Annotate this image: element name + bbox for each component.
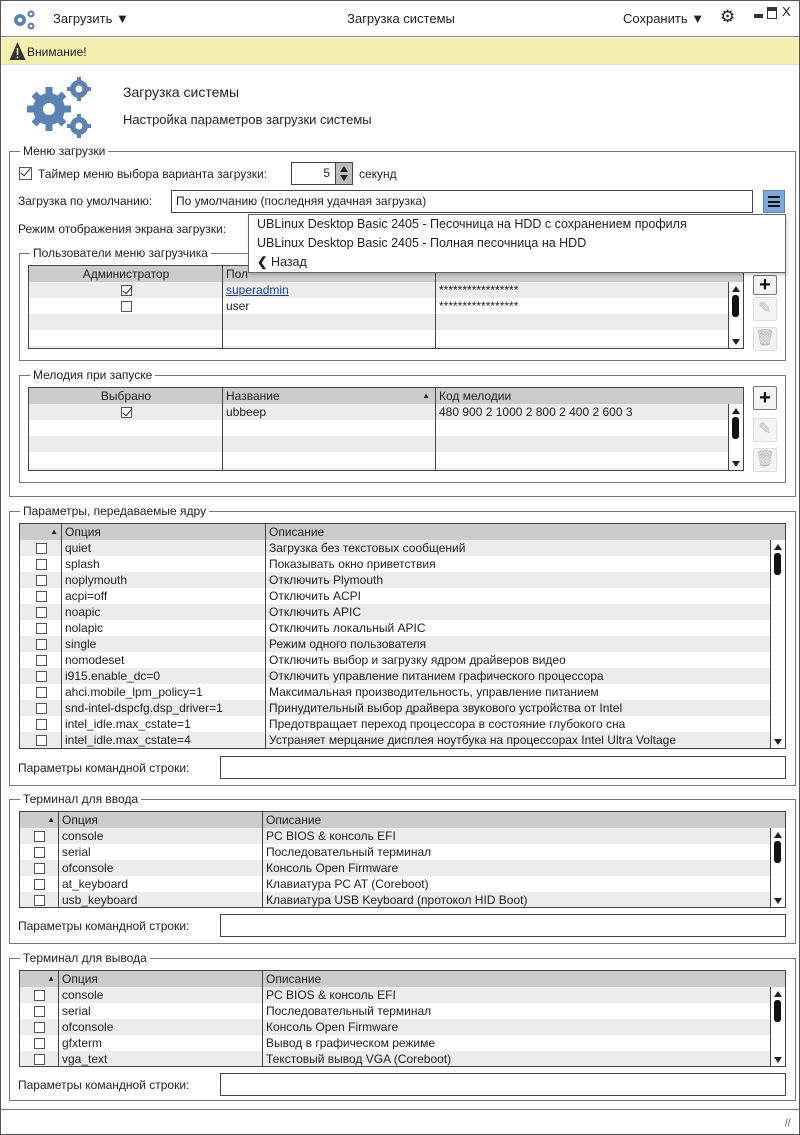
check-cell: [20, 620, 62, 636]
checkbox[interactable]: [36, 543, 47, 554]
table-row[interactable]: [20, 556, 785, 572]
empty-row: [29, 452, 743, 468]
checkbox[interactable]: [34, 1054, 45, 1065]
checkbox[interactable]: [34, 847, 45, 858]
checkbox[interactable]: [36, 687, 47, 698]
option-cell: ahci.mobile_lpm_policy=1: [65, 685, 203, 699]
table-row[interactable]: [20, 604, 785, 620]
warning-icon: [9, 41, 26, 61]
terminal-input-cmdline-input[interactable]: [220, 914, 786, 937]
caret-down-icon: ▼: [691, 11, 705, 26]
scroll-up-icon[interactable]: [774, 991, 782, 997]
save-menu[interactable]: [623, 12, 704, 26]
scroll-thumb[interactable]: [732, 295, 739, 317]
check-cell: [20, 668, 62, 684]
window-title: Загрузка системы: [347, 11, 455, 26]
column-header[interactable]: Описание: [266, 813, 322, 827]
check-cell: [20, 652, 62, 668]
warning-bar: [1, 38, 799, 65]
kernel-params-table[interactable]: [19, 523, 786, 749]
empty-row: [29, 346, 743, 349]
check-cell: [20, 540, 62, 556]
vertical-scrollbar[interactable]: [770, 987, 785, 1066]
check-cell: [20, 556, 62, 572]
checkbox[interactable]: [121, 285, 132, 296]
table-header: [20, 971, 785, 987]
vertical-scrollbar[interactable]: [770, 540, 785, 748]
kernel-cmdline-input[interactable]: [220, 756, 786, 779]
description-cell: Последовательный терминал: [266, 845, 432, 859]
column-divider: [58, 812, 59, 907]
delete-melody-button[interactable]: [753, 448, 777, 472]
description-cell: Отключить APIC: [269, 605, 361, 619]
table-row[interactable]: [20, 1019, 785, 1035]
pencil-icon: ✎: [758, 300, 772, 317]
add-user-button[interactable]: +: [753, 275, 777, 295]
column-divider: [222, 388, 223, 470]
melody-code-cell: 480 900 2 1000 2 800 2 400 2 600 3: [439, 405, 633, 419]
check-cell: [20, 1035, 59, 1051]
scroll-thumb[interactable]: [774, 841, 781, 863]
checkbox[interactable]: [34, 863, 45, 874]
check-cell: [20, 844, 59, 860]
check-cell: [20, 716, 62, 732]
terminal-input-table[interactable]: [19, 811, 786, 908]
checkbox[interactable]: [36, 639, 47, 650]
table-row[interactable]: [20, 987, 785, 1003]
table-row[interactable]: [20, 700, 785, 716]
column-divider: [58, 971, 59, 1066]
dropdown-item[interactable]: UBLinux Desktop Basic 2405 - Песочница на HDD с сохранением профиля: [257, 217, 687, 231]
melody-name-cell: ubbeep: [226, 405, 267, 419]
scroll-down-icon[interactable]: [732, 339, 740, 345]
empty-row: [29, 330, 743, 346]
table-row[interactable]: [20, 1051, 785, 1067]
option-cell: splash: [65, 557, 100, 571]
edit-melody-button[interactable]: [753, 418, 777, 442]
table-row[interactable]: [20, 892, 785, 908]
option-cell: nomodeset: [65, 653, 125, 667]
kernel-cmdline-label: Параметры командной строки:: [18, 761, 190, 775]
check-cell: [20, 1019, 59, 1035]
checkbox[interactable]: [36, 623, 47, 634]
load-menu[interactable]: [53, 12, 129, 26]
spin-arrows-icon[interactable]: [335, 163, 352, 184]
checkbox[interactable]: [121, 407, 132, 418]
table-row[interactable]: [20, 1003, 785, 1019]
trash-icon: 🗑: [754, 330, 776, 347]
checkbox[interactable]: [36, 735, 47, 746]
table-row[interactable]: [20, 620, 785, 636]
trash-icon: 🗑: [754, 451, 776, 468]
terminal-output-cmdline-label: Параметры командной строки:: [18, 1078, 190, 1092]
option-cell: intel_idle.max_cstate=4: [65, 733, 191, 747]
column-divider: [262, 971, 263, 1066]
gears-icon: [27, 75, 95, 141]
dropdown-back[interactable]: [249, 253, 785, 272]
title-bar: [1, 1, 799, 37]
checkbox[interactable]: [36, 719, 47, 730]
scroll-thumb[interactable]: [732, 417, 739, 439]
column-divider: [61, 524, 62, 748]
table-row[interactable]: [20, 844, 785, 860]
chevron-left-icon: ❮: [257, 255, 268, 269]
melody-table[interactable]: [28, 387, 744, 471]
option-cell: quiet: [65, 541, 92, 555]
column-header[interactable]: Название ▲: [226, 389, 430, 403]
table-row[interactable]: [29, 282, 743, 298]
description-cell: Клавиатура PC AT (Coreboot): [266, 877, 429, 891]
table-row[interactable]: [29, 298, 743, 314]
default-boot-label: Загрузка по умолчанию:: [18, 194, 153, 208]
terminal-output-table[interactable]: [19, 970, 786, 1067]
sort-asc-icon: ▲: [47, 815, 55, 824]
column-divider: [435, 388, 436, 470]
option-cell: ofconsole: [62, 861, 114, 875]
scroll-thumb[interactable]: [774, 1000, 781, 1022]
table-row[interactable]: [20, 540, 785, 556]
warning-text: Внимание!: [27, 45, 87, 59]
user-name-cell: superadmin: [226, 283, 289, 297]
resize-grip-icon[interactable]: //: [785, 1118, 791, 1129]
check-cell: [20, 588, 62, 604]
checkbox[interactable]: [34, 831, 45, 842]
selected-cell: [29, 404, 223, 420]
option-cell: snd-intel-dspcfg.dsp_driver=1: [65, 701, 223, 715]
check-cell: [20, 604, 62, 620]
table-row[interactable]: [20, 588, 785, 604]
description-cell: Консоль Open Firmware: [266, 861, 399, 875]
check-cell: [20, 636, 62, 652]
description-cell: Отключить управление питанием графического процессора: [269, 669, 604, 683]
checkbox[interactable]: [36, 703, 47, 714]
pencil-icon: ✎: [758, 421, 772, 438]
display-mode-label: Режим отображения экрана загрузки:: [18, 222, 227, 236]
description-cell: Текстовый вывод VGA (Coreboot): [266, 1052, 452, 1066]
terminal-input-cmdline-label: Параметры командной строки:: [18, 919, 190, 933]
description-cell: Принудительный выбор драйвера звукового устройства от Intel: [269, 701, 623, 715]
table-row[interactable]: [20, 828, 785, 844]
scroll-up-icon[interactable]: [774, 832, 782, 838]
option-cell: at_keyboard: [62, 877, 129, 891]
option-cell: noapic: [65, 605, 101, 619]
column-header[interactable]: Выбрано: [100, 389, 152, 403]
description-cell: Устраняет мерцание дисплея ноутбука на процессорах Intel Ultra Voltage: [269, 733, 676, 747]
check-cell: [20, 892, 59, 908]
password-cell: *****************: [439, 299, 519, 313]
column-header[interactable]: Опция: [65, 525, 101, 539]
checkbox-checked-icon: [19, 167, 32, 180]
scroll-down-icon[interactable]: [732, 461, 740, 467]
option-cell: serial: [62, 845, 91, 859]
table-row[interactable]: [20, 876, 785, 892]
terminal-input-legend: Терминал для ввода: [20, 792, 141, 806]
column-divider: [222, 266, 223, 348]
page-title: Загрузка системы: [123, 84, 240, 100]
scroll-down-icon[interactable]: [774, 898, 782, 904]
minimize-icon[interactable]: [754, 14, 763, 18]
hamburger-icon: [768, 196, 780, 207]
vertical-scrollbar[interactable]: [728, 404, 743, 470]
scroll-up-icon[interactable]: [732, 286, 740, 292]
description-cell: PC BIOS & консоль EFI: [266, 988, 396, 1002]
scroll-up-icon[interactable]: [774, 544, 782, 550]
column-header[interactable]: [20, 524, 62, 540]
edit-user-button[interactable]: [753, 297, 777, 321]
table-header: [20, 524, 785, 540]
default-boot-dropdown: [248, 214, 786, 273]
scroll-thumb[interactable]: [774, 553, 781, 575]
column-divider: [435, 266, 436, 348]
scroll-down-icon[interactable]: [774, 1057, 782, 1063]
empty-row: [29, 314, 743, 330]
column-divider: [265, 524, 266, 748]
option-cell: serial: [62, 1004, 91, 1018]
checkbox[interactable]: [34, 879, 45, 890]
description-cell: Показывать окно приветствия: [269, 557, 436, 571]
password-cell: *****************: [439, 283, 519, 297]
option-cell: console: [62, 988, 104, 1002]
admin-cell: [29, 298, 223, 314]
column-header[interactable]: [20, 971, 59, 987]
option-cell: intel_idle.max_cstate=1: [65, 717, 191, 731]
column-header[interactable]: Код мелодии: [439, 389, 512, 403]
description-cell: Консоль Open Firmware: [266, 1020, 399, 1034]
description-cell: Максимальная производительность, управление питанием: [269, 685, 599, 699]
check-cell: [20, 684, 62, 700]
column-header[interactable]: Опция: [62, 813, 98, 827]
checkbox[interactable]: [36, 607, 47, 618]
description-cell: Последовательный терминал: [266, 1004, 432, 1018]
add-melody-button[interactable]: +: [753, 386, 777, 410]
description-cell: Предотвращает переход процессора в состояние глубокого сна: [269, 717, 626, 731]
description-cell: Клавиатура USB Keyboard (протокол HID Boot): [266, 893, 528, 907]
timer-checkbox[interactable]: [19, 166, 32, 180]
vertical-scrollbar[interactable]: [770, 828, 785, 907]
table-row[interactable]: [20, 636, 785, 652]
gear-icon[interactable]: ⚙: [720, 7, 736, 26]
check-cell: [20, 860, 59, 876]
description-cell: Отключить локальный APIC: [269, 621, 426, 635]
timer-spinbox[interactable]: [291, 162, 353, 185]
column-header[interactable]: Опция: [62, 972, 98, 986]
check-cell: [20, 1003, 59, 1019]
description-cell: PC BIOS & консоль EFI: [266, 829, 396, 843]
status-divider: [1, 1109, 799, 1110]
empty-row: [29, 468, 743, 471]
user-name-cell: user: [226, 299, 250, 313]
page-subtitle: Настройка параметров загрузки системы: [123, 112, 372, 127]
timer-label: Таймер меню выбора варианта загрузки:: [38, 167, 268, 181]
description-cell: Загрузка без текстовых сообщений: [269, 541, 466, 555]
description-cell: Отключить Plymouth: [269, 573, 384, 587]
scroll-up-icon[interactable]: [732, 408, 740, 414]
table-row[interactable]: [20, 652, 785, 668]
description-cell: Отключить ACPI: [269, 589, 361, 603]
table-row[interactable]: [20, 572, 785, 588]
checkbox[interactable]: [36, 671, 47, 682]
table-row[interactable]: [20, 1035, 785, 1051]
terminal-output-cmdline-input[interactable]: [220, 1073, 786, 1096]
default-boot-value: По умолчанию (последняя удачная загрузка): [176, 194, 427, 208]
table-header: [20, 812, 785, 828]
checkbox[interactable]: [34, 990, 45, 1001]
checkbox[interactable]: [36, 575, 47, 586]
melody-legend: Мелодия при запуске: [30, 368, 155, 382]
kernel-legend: Параметры, передаваемые ядру: [20, 504, 209, 518]
checkbox[interactable]: [36, 559, 47, 570]
description-cell: Режим одного пользователя: [269, 637, 427, 651]
description-cell: Вывод в графическом режиме: [266, 1036, 436, 1050]
sort-asc-icon: ▲: [422, 391, 430, 400]
option-cell: gfxterm: [62, 1036, 103, 1050]
table-row[interactable]: [20, 716, 785, 732]
default-boot-combo[interactable]: [171, 190, 753, 213]
load-menu-label: Загрузить: [53, 11, 113, 26]
table-row[interactable]: [20, 668, 785, 684]
terminal-output-legend: Терминал для вывода: [20, 951, 150, 965]
menu-button[interactable]: [763, 190, 785, 213]
checkbox[interactable]: [121, 301, 132, 312]
check-cell: [20, 987, 59, 1003]
option-cell: noplymouth: [65, 573, 128, 587]
empty-row: [29, 436, 743, 452]
option-cell: console: [62, 829, 104, 843]
checkbox[interactable]: [34, 1006, 45, 1017]
sort-asc-icon: ▲: [47, 974, 55, 983]
vertical-scrollbar[interactable]: [728, 282, 743, 348]
option-cell: single: [65, 637, 97, 651]
column-divider: [262, 812, 263, 907]
option-cell: vga_text: [62, 1052, 108, 1066]
users-table[interactable]: [28, 265, 744, 349]
checkbox[interactable]: [34, 895, 45, 906]
timer-unit: секунд: [359, 167, 397, 181]
delete-user-button[interactable]: [753, 327, 777, 351]
checkbox[interactable]: [34, 1022, 45, 1033]
table-row[interactable]: [20, 684, 785, 700]
gears-icon: [11, 8, 37, 32]
table-row[interactable]: [20, 732, 785, 748]
maximize-icon[interactable]: [767, 7, 777, 19]
check-cell: [20, 876, 59, 892]
empty-row: [29, 420, 743, 436]
close-icon[interactable]: X: [782, 4, 791, 19]
column-header[interactable]: Пол: [226, 267, 249, 281]
dropdown-back-label: Назад: [270, 255, 307, 269]
checkbox[interactable]: [36, 655, 47, 666]
check-cell: [20, 732, 62, 748]
save-menu-label: Сохранить: [623, 11, 688, 26]
option-cell: nolapic: [65, 621, 104, 635]
checkbox[interactable]: [36, 591, 47, 602]
timer-value: 5: [323, 166, 330, 180]
boot-menu-legend: Меню загрузки: [20, 144, 108, 158]
check-cell: [20, 572, 62, 588]
caret-down-icon: ▼: [115, 11, 129, 26]
check-cell: [20, 828, 59, 844]
column-header[interactable]: [20, 812, 59, 828]
users-legend: Пользователи меню загрузчика: [30, 246, 211, 260]
column-header[interactable]: Описание: [269, 525, 325, 539]
option-cell: ofconsole: [62, 1020, 114, 1034]
column-header[interactable]: Администратор: [82, 267, 170, 281]
sort-asc-icon: ▲: [50, 527, 58, 536]
option-cell: i915.enable_dc=0: [65, 669, 161, 683]
check-cell: [20, 700, 62, 716]
table-row[interactable]: [20, 860, 785, 876]
description-cell: Отключить выбор и загрузку ядром драйверов видео: [269, 653, 566, 667]
table-row[interactable]: [29, 404, 743, 420]
table-header: [29, 388, 743, 404]
option-cell: acpi=off: [65, 589, 108, 603]
check-cell: [20, 1051, 59, 1067]
column-header[interactable]: Описание: [266, 972, 322, 986]
dropdown-item[interactable]: UBLinux Desktop Basic 2405 - Полная песочница на HDD: [257, 236, 587, 250]
option-cell: usb_keyboard: [62, 893, 138, 907]
admin-cell: [29, 282, 223, 298]
scroll-down-icon[interactable]: [774, 739, 782, 745]
checkbox[interactable]: [34, 1038, 45, 1049]
